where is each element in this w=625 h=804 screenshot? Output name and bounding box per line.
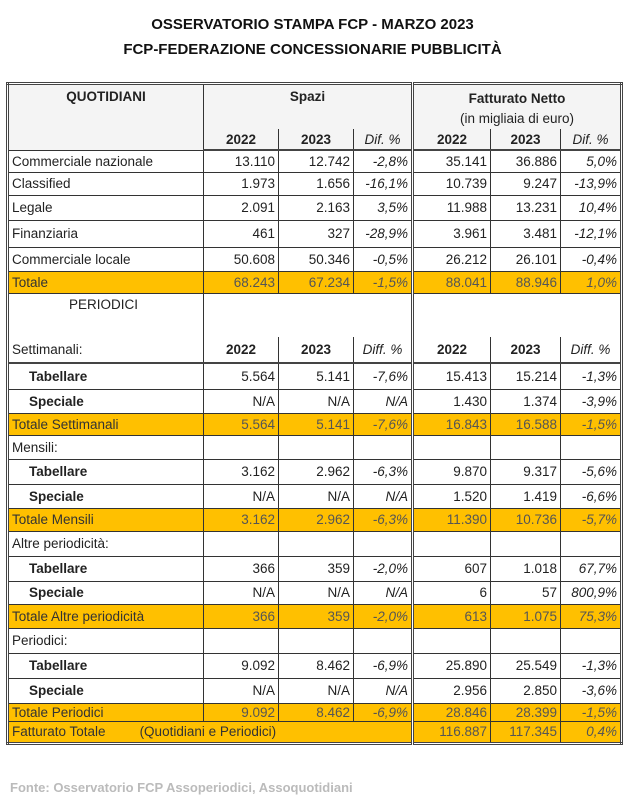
section-quotidiani: QUOTIDIANI (8, 84, 204, 151)
fatturato-dif: -12,1% (561, 220, 622, 247)
spazi-2022: 9.092 (204, 703, 279, 721)
spazi-2022 (204, 628, 279, 653)
fatturato-2022: 88.041 (413, 271, 491, 293)
row-label: Totale Settimanali (8, 413, 204, 435)
table-row (8, 459, 622, 484)
fatturato-dif: -3,9% (561, 389, 622, 413)
fatturato-dif: 10,4% (561, 195, 622, 220)
fatturato-dif: -5,7% (561, 508, 622, 531)
row-label: Legale (8, 195, 204, 220)
spazi-2022 (204, 531, 279, 556)
grand-total-row (8, 721, 622, 743)
fatturato-dif: -6,6% (561, 484, 622, 508)
table-row (8, 389, 622, 413)
blank (413, 293, 622, 337)
spazi-2022: 50.608 (204, 247, 279, 271)
periodici-header-row (8, 293, 622, 337)
spazi-dif: N/A (354, 581, 413, 604)
fatturato-2023 (491, 435, 561, 459)
spazi-2022: 13.110 (204, 150, 279, 172)
total-row (8, 604, 622, 628)
report-subtitle: FCP-FEDERAZIONE CONCESSIONARIE PUBBLICITÀ (123, 41, 502, 58)
spazi-2023: 2.962 (279, 459, 354, 484)
spazi-2023: N/A (279, 581, 354, 604)
fatturato-2023: 88.946 (491, 271, 561, 293)
spazi-2023: N/A (279, 389, 354, 413)
fatturato-2022: 3.961 (413, 220, 491, 247)
row-label: Mensili: (8, 435, 204, 459)
total-row (8, 703, 622, 721)
blank (204, 293, 413, 337)
spazi-2023: 5.141 (279, 363, 354, 389)
fatturato-2023: 16.588 (491, 413, 561, 435)
table-row (8, 556, 622, 581)
spazi-2023 (279, 531, 354, 556)
row-label: Speciale (8, 484, 204, 508)
row-label: Finanziaria (8, 220, 204, 247)
spazi-2022: 2.091 (204, 195, 279, 220)
spazi-dif: -16,1% (354, 172, 413, 195)
spazi-dif (354, 435, 413, 459)
spazi-2023: 8.462 (279, 703, 354, 721)
spazi-dif: -28,9% (354, 220, 413, 247)
fatturato-dif: -1,3% (561, 653, 622, 678)
spazi-2023: 327 (279, 220, 354, 247)
fatturato-dif: 0,4% (561, 721, 622, 743)
dif-header: Dif. % (354, 129, 413, 150)
year-2023: 2023 (279, 129, 354, 150)
spazi-2023: 12.742 (279, 150, 354, 172)
table-row (8, 363, 622, 389)
row-label: Speciale (8, 581, 204, 604)
spazi-2022: N/A (204, 678, 279, 703)
fatturato-2022: 1.430 (413, 389, 491, 413)
spazi-2022: 1.973 (204, 172, 279, 195)
spazi-dif: 3,5% (354, 195, 413, 220)
dif-header: Dif. % (561, 129, 622, 150)
row-label: Totale Mensili (8, 508, 204, 531)
fatturato-2023: 9.317 (491, 459, 561, 484)
table-row (8, 653, 622, 678)
spazi-2023: N/A (279, 678, 354, 703)
col-header: 2023 (279, 337, 354, 363)
fatturato-dif: -13,9% (561, 172, 622, 195)
row-label: Tabellare (8, 556, 204, 581)
fatturato-2022: 25.890 (413, 653, 491, 678)
total-row (8, 271, 622, 293)
fatturato-2023: 13.231 (491, 195, 561, 220)
fatturato-dif: -1,3% (561, 363, 622, 389)
spazi-dif (354, 531, 413, 556)
fatturato-2023: 1.374 (491, 389, 561, 413)
table-row (8, 484, 622, 508)
fatturato-2022 (413, 531, 491, 556)
fatturato-2023: 25.549 (491, 653, 561, 678)
row-label: Tabellare (8, 363, 204, 389)
spazi-2023: 50.346 (279, 247, 354, 271)
fatturato-2023: 26.101 (491, 247, 561, 271)
row-label: Commerciale nazionale (8, 150, 204, 172)
spazi-dif: -6,3% (354, 459, 413, 484)
spazi-2023: 5.141 (279, 413, 354, 435)
fatturato-2022: 116.887 (413, 721, 491, 743)
fatturato-2022: 607 (413, 556, 491, 581)
fatturato-dif: -0,4% (561, 247, 622, 271)
grand-total-label: Fatturato Totale (Quotidiani e Periodici) (8, 721, 413, 743)
spazi-2023: 2.962 (279, 508, 354, 531)
fatturato-dif (561, 531, 622, 556)
row-label: Speciale (8, 678, 204, 703)
fatturato-2022: 11.390 (413, 508, 491, 531)
spazi-2022: 3.162 (204, 508, 279, 531)
spazi-2022: 9.092 (204, 653, 279, 678)
header-row (8, 84, 622, 130)
spazi-dif: N/A (354, 678, 413, 703)
spazi-dif: N/A (354, 484, 413, 508)
spazi-dif: -2,8% (354, 150, 413, 172)
spazi-dif (354, 628, 413, 653)
col-header: 2022 (413, 337, 491, 363)
fatturato-dif: 75,3% (561, 604, 622, 628)
fatturato-2022: 11.988 (413, 195, 491, 220)
table-row (8, 247, 622, 271)
table-row (8, 172, 622, 195)
table-row (8, 581, 622, 604)
fatturato-dif: -1,5% (561, 703, 622, 721)
row-label: Totale (8, 271, 204, 293)
spazi-2022: 3.162 (204, 459, 279, 484)
spazi-dif: -1,5% (354, 271, 413, 293)
spazi-dif: -6,9% (354, 703, 413, 721)
section-periodici: PERIODICI (8, 293, 204, 337)
spazi-dif: -2,0% (354, 556, 413, 581)
fatturato-2022: 9.870 (413, 459, 491, 484)
fatturato-2022: 16.843 (413, 413, 491, 435)
group-row (8, 531, 622, 556)
fatturato-2023: 2.850 (491, 678, 561, 703)
total-row (8, 413, 622, 435)
spazi-2022: N/A (204, 484, 279, 508)
table-row (8, 220, 622, 247)
year-2022: 2022 (204, 129, 279, 150)
fatturato-2022 (413, 628, 491, 653)
spazi-2022 (204, 435, 279, 459)
fatturato-dif (561, 628, 622, 653)
spazi-2023: 359 (279, 556, 354, 581)
col-header: 2023 (491, 337, 561, 363)
report-title: OSSERVATORIO STAMPA FCP - MARZO 2023 (151, 16, 474, 33)
data-table (6, 82, 623, 745)
group-settimanali: Settimanali: (8, 337, 204, 363)
fatturato-header: Fatturato Netto (in migliaia di euro) (413, 84, 622, 130)
fatturato-2022: 10.739 (413, 172, 491, 195)
fatturato-2023: 3.481 (491, 220, 561, 247)
fatturato-dif: 5,0% (561, 150, 622, 172)
spazi-dif: -6,3% (354, 508, 413, 531)
table-row (8, 195, 622, 220)
spazi-dif: -6,9% (354, 653, 413, 678)
year-2023: 2023 (491, 129, 561, 150)
fatturato-dif: 1,0% (561, 271, 622, 293)
fatturato-dif (561, 435, 622, 459)
spazi-dif: -7,6% (354, 413, 413, 435)
row-label: Periodici: (8, 628, 204, 653)
spazi-2023: 8.462 (279, 653, 354, 678)
fatturato-2023: 57 (491, 581, 561, 604)
row-label: Totale Periodici (8, 703, 204, 721)
row-label: Totale Altre periodicità (8, 604, 204, 628)
spazi-dif: N/A (354, 389, 413, 413)
spazi-2023: 67.234 (279, 271, 354, 293)
fatturato-2023: 1.018 (491, 556, 561, 581)
fatturato-dif: -5,6% (561, 459, 622, 484)
spazi-2022: 5.564 (204, 363, 279, 389)
row-label: Tabellare (8, 459, 204, 484)
spazi-2022: N/A (204, 389, 279, 413)
table-row (8, 678, 622, 703)
spazi-2022: 366 (204, 604, 279, 628)
fatturato-2023: 10.736 (491, 508, 561, 531)
col-header: 2022 (204, 337, 279, 363)
fatturato-2023: 117.345 (491, 721, 561, 743)
spazi-2023: 359 (279, 604, 354, 628)
settimanali-header-row (8, 337, 622, 363)
spazi-2023: 2.163 (279, 195, 354, 220)
fatturato-2022: 1.520 (413, 484, 491, 508)
fatturato-2023: 15.214 (491, 363, 561, 389)
spazi-dif: -7,6% (354, 363, 413, 389)
spazi-header: Spazi (204, 84, 413, 130)
fatturato-2023 (491, 628, 561, 653)
fatturato-2022: 26.212 (413, 247, 491, 271)
spazi-2022: 5.564 (204, 413, 279, 435)
fatturato-dif: -3,6% (561, 678, 622, 703)
fatturato-2022: 613 (413, 604, 491, 628)
spazi-2022: 68.243 (204, 271, 279, 293)
fatturato-2023: 36.886 (491, 150, 561, 172)
group-row (8, 435, 622, 459)
spazi-2022: 366 (204, 556, 279, 581)
spazi-dif: -2,0% (354, 604, 413, 628)
spazi-2023 (279, 628, 354, 653)
spazi-2022: 461 (204, 220, 279, 247)
fatturato-2023: 1.075 (491, 604, 561, 628)
spazi-dif: -0,5% (354, 247, 413, 271)
source-footer: Fonte: Osservatorio FCP Assoperiodici, Assoquotidiani (10, 780, 353, 795)
fatturato-2022: 35.141 (413, 150, 491, 172)
fatturato-dif: 800,9% (561, 581, 622, 604)
col-header: Diff. % (561, 337, 622, 363)
spazi-2022: N/A (204, 581, 279, 604)
col-header: Diff. % (354, 337, 413, 363)
spazi-2023: 1.656 (279, 172, 354, 195)
fatturato-dif: 67,7% (561, 556, 622, 581)
spazi-2023: N/A (279, 484, 354, 508)
group-row (8, 628, 622, 653)
fatturato-2023: 28.399 (491, 703, 561, 721)
total-row (8, 508, 622, 531)
row-label: Speciale (8, 389, 204, 413)
row-label: Altre periodicità: (8, 531, 204, 556)
fatturato-2022: 6 (413, 581, 491, 604)
fatturato-2022: 2.956 (413, 678, 491, 703)
table-row (8, 150, 622, 172)
fatturato-2023: 1.419 (491, 484, 561, 508)
fatturato-2022 (413, 435, 491, 459)
fatturato-2023: 9.247 (491, 172, 561, 195)
row-label: Tabellare (8, 653, 204, 678)
row-label: Classified (8, 172, 204, 195)
fatturato-dif: -1,5% (561, 413, 622, 435)
fatturato-2022: 28.846 (413, 703, 491, 721)
year-2022: 2022 (413, 129, 491, 150)
fatturato-2022: 15.413 (413, 363, 491, 389)
fatturato-2023 (491, 531, 561, 556)
spazi-2023 (279, 435, 354, 459)
row-label: Commerciale locale (8, 247, 204, 271)
